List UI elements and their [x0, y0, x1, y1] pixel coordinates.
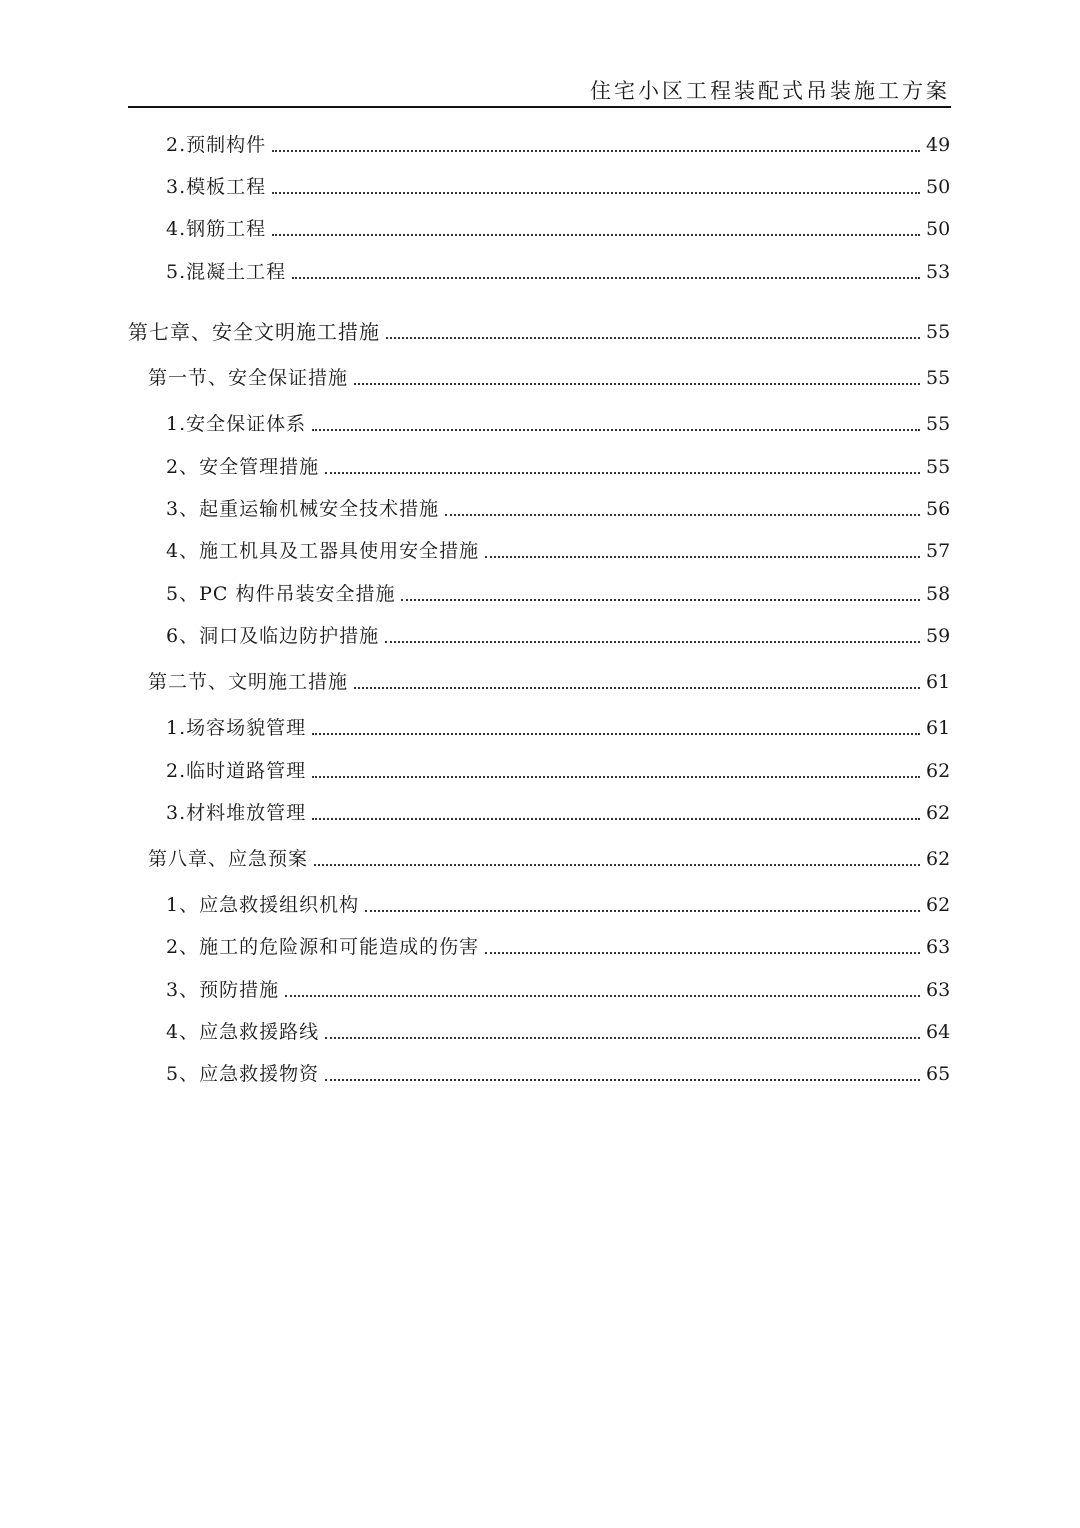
toc-entry[interactable] [166, 450, 950, 480]
toc-entry-page: 55 [926, 413, 951, 435]
toc-entry[interactable] [166, 973, 950, 1003]
toc-entry-page: 49 [926, 134, 951, 156]
toc-dot-leader [401, 599, 920, 601]
toc-entry-page: 58 [926, 583, 951, 605]
toc-entry-label: 5、PC 构件吊装安全措施 [166, 583, 396, 605]
toc-dot-leader [272, 234, 920, 236]
toc-entry-label: 4、应急救援路线 [166, 1021, 320, 1043]
toc-entry-page: 57 [926, 540, 951, 562]
toc-entry-label: 2.临时道路管理 [166, 760, 307, 782]
toc-entry[interactable] [166, 796, 950, 826]
toc-entry[interactable] [166, 1015, 950, 1045]
toc-dot-leader [485, 952, 920, 954]
toc-entry-label: 1、应急救援组织机构 [166, 894, 360, 916]
toc-dot-leader [325, 1037, 920, 1039]
toc-dot-leader [485, 556, 920, 558]
toc-entry[interactable] [166, 888, 950, 918]
header-rule [128, 106, 951, 108]
toc-entry[interactable] [166, 754, 950, 784]
toc-dot-leader [292, 277, 920, 279]
toc-entry-label: 4、施工机具及工器具使用安全措施 [166, 540, 480, 562]
toc-entry[interactable] [166, 577, 950, 607]
toc-dot-leader [314, 864, 920, 866]
toc-dot-leader [272, 150, 920, 152]
toc-entry-label: 3.模板工程 [166, 176, 267, 198]
toc-entry[interactable] [166, 170, 950, 200]
toc-entry-page: 63 [926, 936, 951, 958]
toc-entry-label: 3、预防措施 [166, 979, 280, 1001]
toc-entry-page: 53 [926, 261, 951, 283]
toc-entry-page: 62 [926, 760, 951, 782]
toc-entry-page: 55 [926, 321, 951, 343]
toc-entry-label: 5、应急救援物资 [166, 1063, 320, 1085]
toc-entry-label: 3、起重运输机械安全技术措施 [166, 498, 440, 520]
toc-entry[interactable] [166, 255, 950, 285]
toc-entry-page: 50 [926, 176, 951, 198]
toc-entry-page: 62 [926, 802, 951, 824]
toc-dot-leader [386, 337, 920, 339]
toc-entry[interactable] [166, 1057, 950, 1087]
toc-entry-label: 第二节、文明施工措施 [148, 671, 349, 693]
toc-entry-label: 5.混凝土工程 [166, 261, 287, 283]
toc-entry[interactable] [166, 492, 950, 522]
toc-entry[interactable] [166, 128, 950, 158]
toc-dot-leader [325, 472, 920, 474]
toc-entry-label: 第一节、安全保证措施 [148, 367, 349, 389]
toc-entry-page: 55 [926, 456, 951, 478]
toc-dot-leader [312, 776, 920, 778]
toc-entry-page: 65 [926, 1063, 951, 1085]
toc-entry-label: 3.材料堆放管理 [166, 802, 307, 824]
toc-entry-label: 2.预制构件 [166, 134, 267, 156]
toc-entry-page: 64 [926, 1021, 951, 1043]
toc-dot-leader [285, 995, 920, 997]
toc-dot-leader [354, 383, 920, 385]
toc-dot-leader [354, 687, 920, 689]
toc-entry[interactable] [166, 212, 950, 242]
toc-entry-page: 55 [926, 367, 951, 389]
toc-entry-page: 62 [926, 848, 951, 870]
toc-dot-leader [272, 192, 920, 194]
toc-dot-leader [365, 910, 920, 912]
toc-entry-page: 63 [926, 979, 951, 1001]
toc-entry-section[interactable] [148, 361, 950, 391]
toc-entry-label: 第七章、安全文明施工措施 [128, 320, 380, 344]
toc-dot-leader [385, 641, 920, 643]
toc-entry[interactable] [166, 619, 950, 649]
toc-dot-leader [445, 514, 920, 516]
toc-entry-label: 第八章、应急预案 [148, 848, 309, 870]
toc-entry[interactable] [166, 711, 950, 741]
toc-dot-leader [312, 818, 920, 820]
toc-entry-label: 1.场容场貌管理 [166, 717, 307, 739]
toc-entry-page: 61 [926, 717, 951, 739]
toc-entry-page: 56 [926, 498, 951, 520]
toc-entry-page: 50 [926, 218, 951, 240]
toc-entry-page: 62 [926, 894, 951, 916]
toc-entry[interactable] [166, 930, 950, 960]
toc-entry-label: 1.安全保证体系 [166, 413, 307, 435]
toc-entry-label: 4.钢筋工程 [166, 218, 267, 240]
toc-entry-page: 59 [926, 625, 951, 647]
toc-dot-leader [312, 429, 920, 431]
toc-entry-label: 2、安全管理措施 [166, 456, 320, 478]
toc-entry-section[interactable] [148, 842, 950, 872]
toc-entry[interactable] [166, 534, 950, 564]
toc-dot-leader [312, 733, 920, 735]
toc-entry-page: 61 [926, 671, 951, 693]
toc-entry-label: 2、施工的危险源和可能造成的伤害 [166, 936, 480, 958]
header-title: 住宅小区工程装配式吊装施工方案 [590, 79, 950, 103]
toc-dot-leader [325, 1079, 920, 1081]
toc-entry-section[interactable] [148, 665, 950, 695]
toc-entry[interactable] [166, 407, 950, 437]
toc-entry-chapter[interactable] [128, 315, 950, 345]
toc-entry-label: 6、洞口及临边防护措施 [166, 625, 380, 647]
